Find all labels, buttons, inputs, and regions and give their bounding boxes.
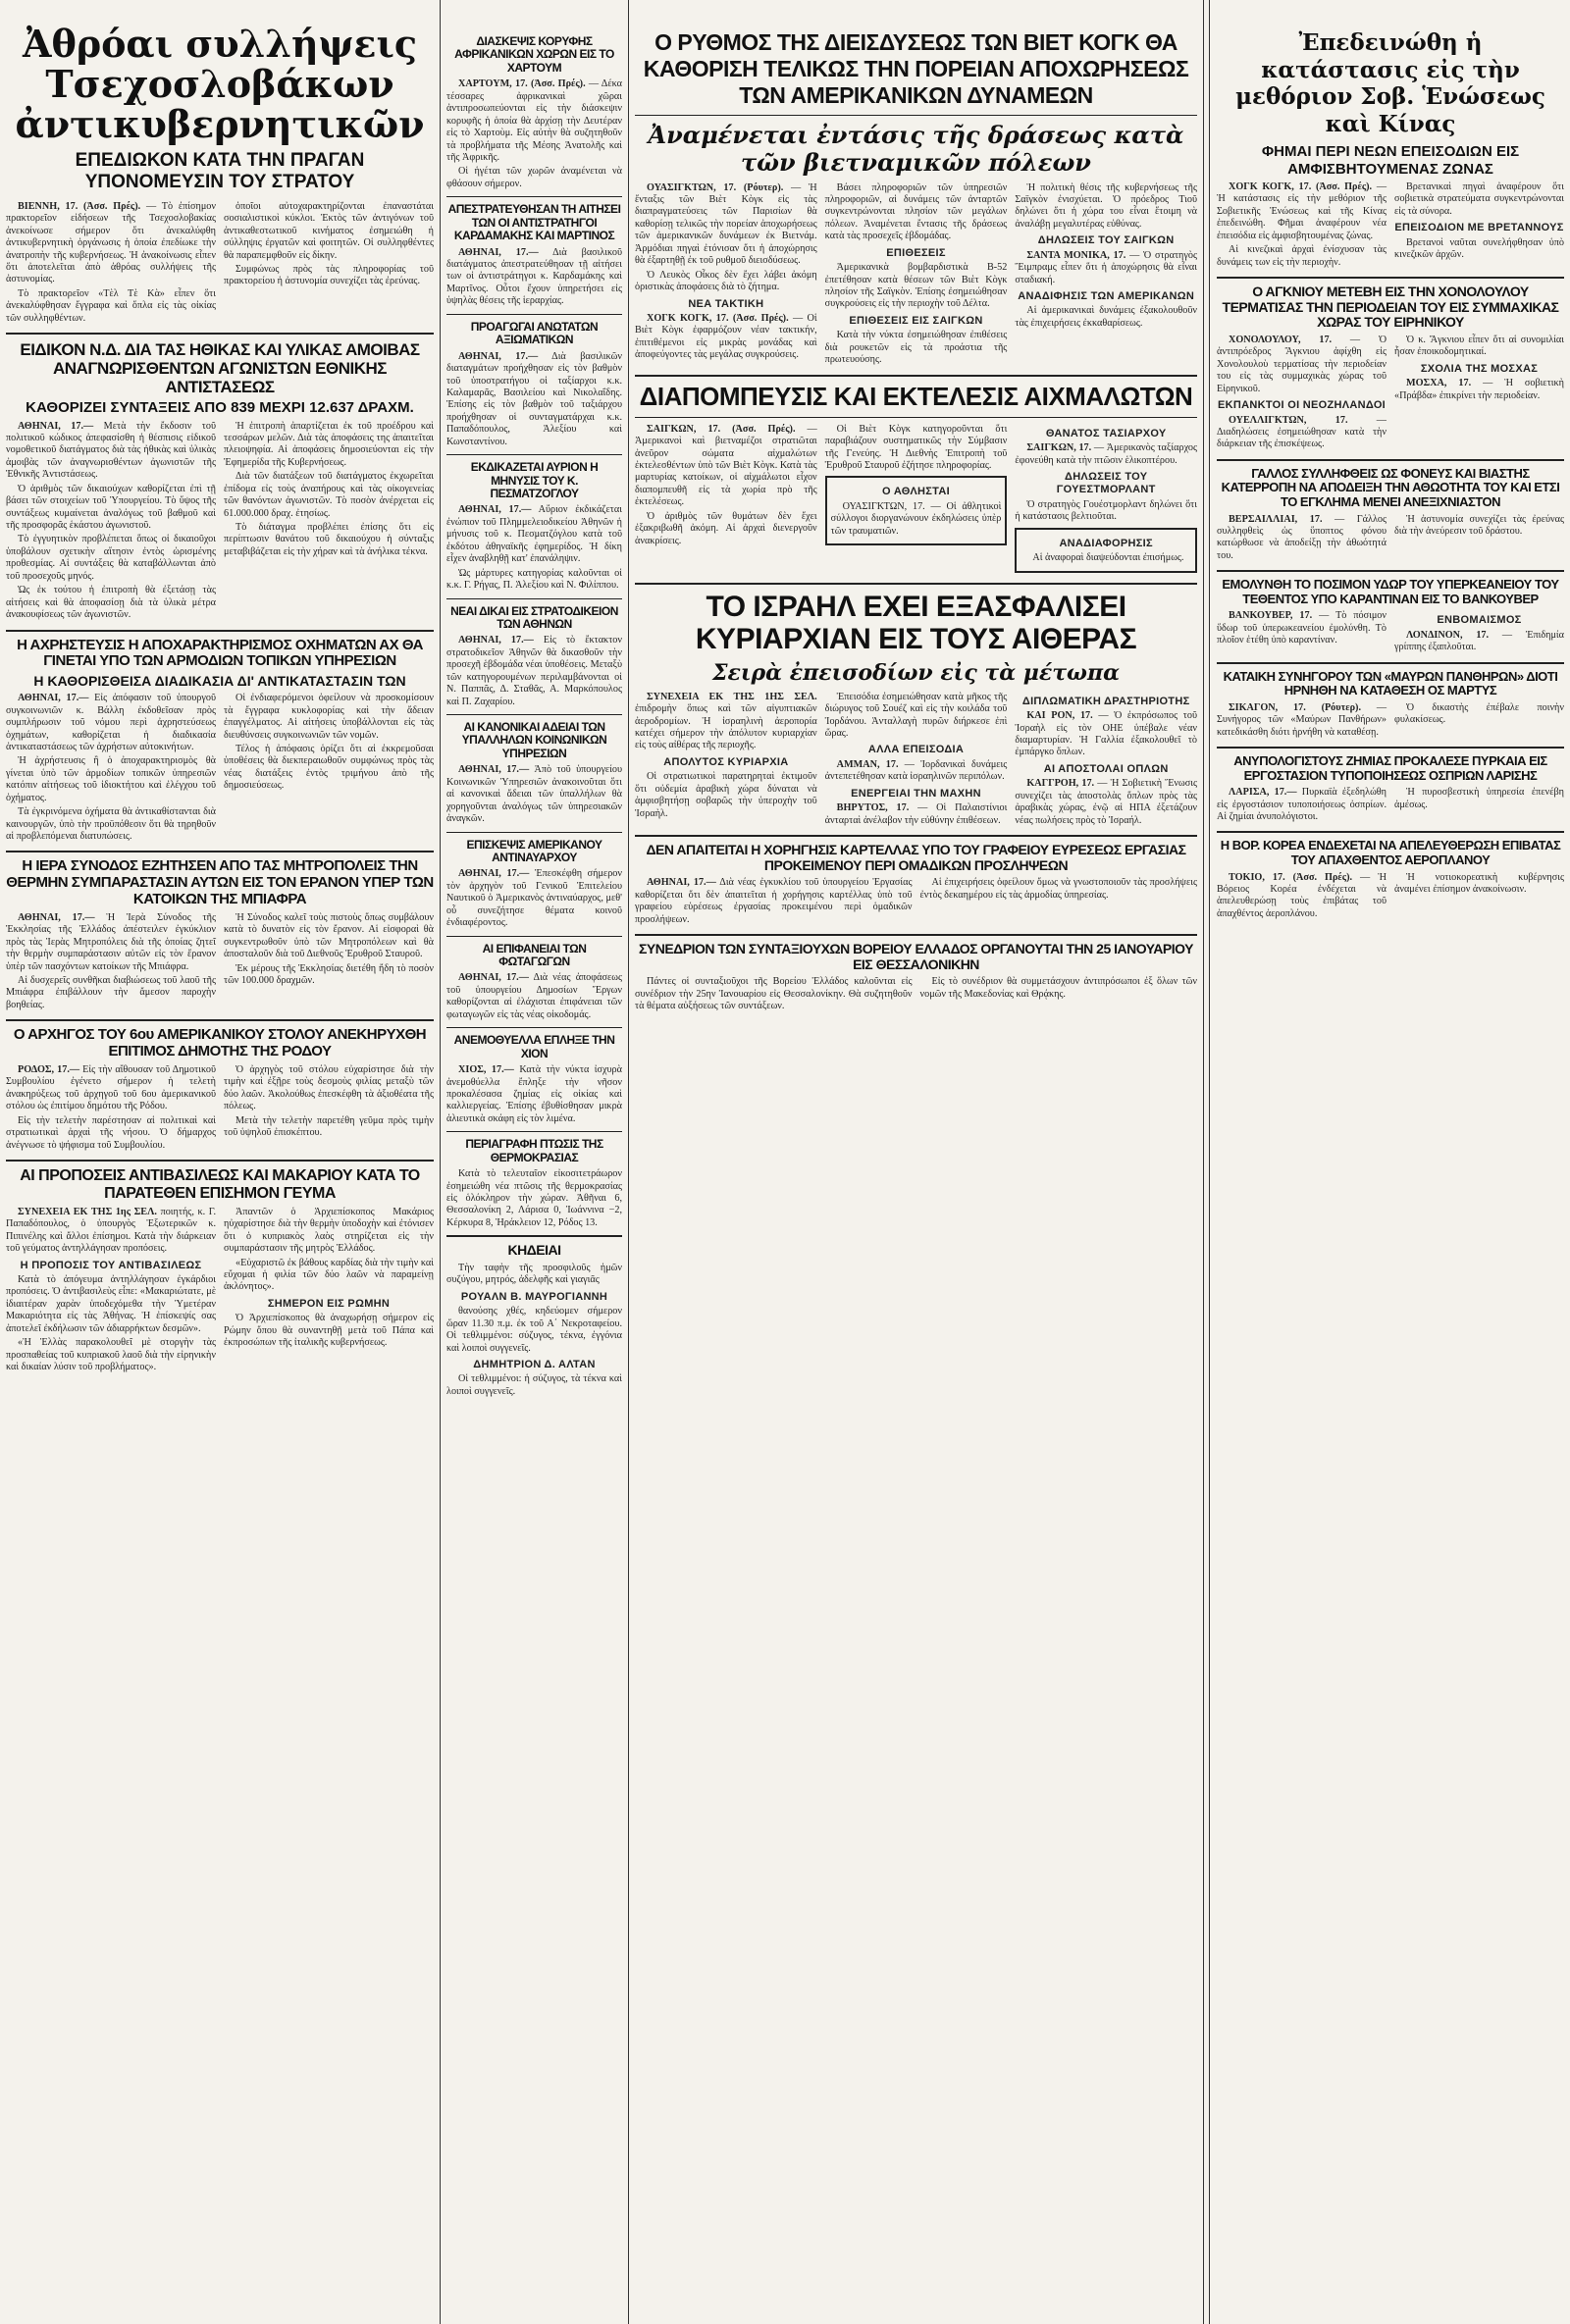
article-arrests: Ἀθρόαι συλλήψεις Τσεχοσλοβάκων ἀντικυβερνητικῶν ΕΠΕΔΙΩΚΟΝ ΚΑΤΑ ΤΗΝ ΠΡΑΓΑΝ ΥΠΟΝΟΜΕΥΣΙΝ ΤΟΥ ΣΤΡΑΤΟΥ ΒΙΕΝΝΗ, 17. (Ἀσσ. Πρές). — Τὸ ἐπίσημον πρακτορεῖον εἰδήσεων τῆς Τσεχοσλοβακίας ἀνεκοίνωσε σήμερον ὅτι ἀνεκαλύφθη ἀντικυβερνητικὴ ὀργάνωσις ἡ ὁποία ἐπεδίωκε τὴν ἀνατροπὴν τῆς κυβερνήσεως. Ἡ ἀνακοίνωσις εἶπεν ὅτι ἀποτελεῖται ἀπὸ ἀθρόας συλλήψεις τῆς ἀστυνομίας. Τὸ πρακτορεῖον «Τὲλ Τὲ Κὰ» εἶπεν ὅτι ἀνεκαλύφθησαν ἔγγραφα καὶ ὅπλα εἰς τὰς οἰκίας τῶν συλληφθέντων. ὁποῖοι αὐτοχαρακτηρίζονται ἐπαναστάται σοσιαλιστικοὶ κύκλοι. Ἐκτὸς τῶν ἀντιγόνων τοῦ ἀντικαθεστωτικοῦ κινήματος ἐσημειώθη ἡ σύλληψις ἐργατῶν καὶ φοιτητῶν. Οἱ συλληφθέντες θὰ παραπεμφθοῦν εἰς δίκην. Συμφώνως πρὸς τὰς πληροφορίας τοῦ πρακτορείου ἡ ἀστυνομία συνεχίζει τὰς ἐρεύνας. xyxy=(6,22,434,324)
headline: ΔΙΑΠΟΜΠΕΥΣΙΣ ΚΑΙ ΕΚΤΕΛΕΣΙΣ ΑΙΧΜΑΛΩΤΩΝ xyxy=(639,381,1193,411)
section-heading: ΘΑΝΑΤΟΣ ΤΑΣΙΑΡΧΟΥ xyxy=(1045,427,1167,439)
headline: ΑΙ ΕΠΙΦΑΝΕΙΑΙ ΤΩΝ ΦΩΤΑΓΩΓΩΝ xyxy=(482,941,587,968)
section-heading: ΕΝΕΡΓΕΙΑΙ ΤΗΝ ΜΑΧΗΝ xyxy=(851,787,981,800)
subhead: Η ΚΑΘΟΡΙΣΘΕΙΣΑ ΔΙΑΔΙΚΑΣΙΑ ΔΙ' ΑΝΤΙΚΑΤΑΣΤΑΣΙΝ ΤΩΝ xyxy=(33,673,406,690)
column-3 xyxy=(629,0,1203,2324)
headline: Ἀθρόαι συλλήψεις Τσεχοσλοβάκων ἀντικυβερνητικῶν xyxy=(15,22,425,147)
article-vehicles: Η ΑΧΡΗΣΤΕΥΣΙΣ Η ΑΠΟΧΑΡΑΚΤΗΡΙΣΜΟΣ ΟΧΗΜΑΤΩΝ ΑΧ ΘΑ ΓΙΝΕΤΑΙ ΥΠΟ ΤΩΝ ΑΡΜΟΔΙΩΝ ΤΟΠΙΚΩΝ ΥΠΗΡΕΣΙΩΝ Η ΚΑΘΟΡΙΣΘΕΙΣΑ ΔΙΑΔΙΚΑΣΙΑ ΔΙ' ΑΝΤΙΚΑΤΑΣΤΑΣΙΝ ΤΩΝ ΑΘΗΝΑΙ, 17.— Εἰς ἀπόφασιν τοῦ ὑπουργοῦ συγκοινωνιῶν κ. Βάλλη ἐκδοθεῖσαν πρὸς συμπλήρωσιν τοῦ νόμου περὶ ἀχρηστεύσεως ὀχημάτων, καθορίζεται ἡ διαδικασία ἀντικαταστάσεως τῶν ἀχρήστων αὐτοκινήτων. Ἡ ἀχρήστευσις ἢ ὁ ἀποχαρακτηρισμὸς θὰ γίνεται ὑπὸ τῶν ἁρμοδίων τοπικῶν ὑπηρεσιῶν κατόπιν αἰτήσεως τοῦ ἰδιοκτήτου καὶ ἐλέγχου τοῦ ὀχήματος. Τὰ ἐγκρινόμενα ὀχήματα θὰ ἀντικαθίστανται διὰ καινουργῶν, ὑπὸ τὴν προϋπόθεσιν ὅτι θὰ τηρηθοῦν αἱ προβλεπόμεναι διατυπώσεις. Οἱ ἐνδιαφερόμενοι ὀφείλουν νὰ προσκομίσουν τὰ ἔγγραφα κυκλοφορίας καὶ τὴν ἄδειαν ἐπαγγέλματος. Αἱ αἰτήσεις ὑποβάλλονται εἰς τὰς διευθύνσεις συγκοινωνιῶν τῶν νομῶν. Τέλος ἡ ἀπόφασις ὁρίζει ὅτι αἱ ἐκκρεμοῦσαι ὑποθέσεις θὰ διεκπεραιωθοῦν συμφώνως πρὸς τὰς νέας διατάξεις ἐντὸς τριμήνου ἀπὸ τῆς δημοσιεύσεως. xyxy=(6,636,434,842)
article-vancouver: ΕΜΟΛΥΝΘΗ ΤΟ ΠΟΣΙΜΟΝ ΥΔΩΡ ΤΟΥ ΥΠΕΡΚΕΑΝΕΙΟΥ ΤΟΥ ΤΕΘΕΝΤΟΣ ΥΠΟ ΚΑΡΑΝΤΙΝΑΝ ΕΙΣ ΤΟ ΒΑΝΚΟΥΒΕΡ ΒΑΝΚΟΥΒΕΡ, 17. — Τὸ πόσιμον ὕδωρ τοῦ ὑπερωκεανείου ἐμολύνθη. Τὸ πλοῖον ἐτέθη ὑπὸ καραντίναν. ΕΝΒΟΜΑΙΣΜΟΣ ΛΟΝΔΙΝΟΝ, 17. — Ἐπιδημία γρίππης ἐξαπλοῦται. xyxy=(1217,577,1564,653)
dateline: ΑΘΗΝΑΙ, 17.— xyxy=(458,635,534,646)
article-pensioners: ΣΥΝΕΔΡΙΟΝ ΤΩΝ ΣΥΝΤΑΞΙΟΥΧΩΝ ΒΟΡΕΙΟΥ ΕΛΛΑΔΟΣ ΟΡΓΑΝΟΥΤΑΙ ΤΗΝ 25 ΙΑΝΟΥΑΡΙΟΥ ΕΙΣ ΘΕΣΣΑΛΟΝΙΚΗΝ Πάντες οἱ συνταξιοῦχοι τῆς Βορείου Ἑλλάδος καλοῦνται εἰς συνέδριον τὴν 25ην Ἰανουαρίου εἰς Θεσσαλονίκην. Θὰ συζητηθοῦν τὰ θέματα αὐξήσεως τῶν συντάξεων. Εἰς τὸ συνέδριον θὰ συμμετάσχουν ἀντιπρόσωποι ἐξ ὅλων τῶν νομῶν τῆς Μακεδονίας καὶ Θρᾴκης. xyxy=(635,941,1197,1012)
column-1 xyxy=(0,0,440,2324)
article-synod: Η ΙΕΡΑ ΣΥΝΟΔΟΣ ΕΖΗΤΗΣΕΝ ΑΠΟ ΤΑΣ ΜΗΤΡΟΠΟΛΕΙΣ ΤΗΝ ΘΕΡΜΗΝ ΣΥΜΠΑΡΑΣΤΑΣΙΝ ΑΥΤΩΝ ΕΙΣ ΤΟΝ ΕΡΑΝΟΝ ΥΠΕΡ ΤΩΝ ΚΑΤΟΙΚΩΝ ΤΗΣ ΜΠΙΑΦΡΑ ΑΘΗΝΑΙ, 17.— Ἡ Ἱερὰ Σύνοδος τῆς Ἐκκλησίας τῆς Ἑλλάδος ἀπέστειλεν ἐγκύκλιον πρὸς τὰς Ἱερὰς Μητροπόλεις διὰ τῆς ὁποίας ζητεῖ τὴν θερμὴν συμπαράστασιν αὐτῶν εἰς τὸν ἔρανον ὑπὲρ τῶν πασχόντων κατοίκων τῆς Μπιάφρα. Αἱ δυσχερεῖς συνθῆκαι διαβιώσεως τοῦ λαοῦ τῆς Μπιάφρα ἐπιβάλλουν τὴν ἄμεσον παροχὴν βοηθείας. Ἡ Σύνοδος καλεῖ τοὺς πιστοὺς ὅπως συμβάλουν κατὰ τὸ δυνατὸν εἰς τὸν ἔρανον. Αἱ εἰσφοραὶ θὰ συγκεντρωθοῦν ὑπὸ τῶν Μητροπόλεων καὶ θὰ ἀποσταλοῦν διὰ τοῦ Διεθνοῦς Ἐρυθροῦ Σταυροῦ. Ἐκ μέρους τῆς Ἐκκλησίας διετέθη ἤδη τὸ ποσὸν τῶν 100.000 δραχμῶν. xyxy=(6,857,434,1010)
headline: ΤΟ ΙΣΡΑΗΛ ΕΧΕΙ ΕΞΑΣΦΑΛΙΣΕΙ ΚΥΡΙΑΡΧΙΑΝ ΕΙΣ ΤΟΥΣ ΑΙΘΕΡΑΣ xyxy=(695,590,1137,656)
article-north-korea: Η ΒΟΡ. ΚΟΡΕΑ ΕΝΔΕΧΕΤΑΙ ΝΑ ΑΠΕΛΕΥΘΕΡΩΣΗ ΕΠΙΒΑΤΑΣ ΤΟΥ ΑΠΑΧΘΕΝΤΟΣ ΑΕΡΟΠΛΑΝΟΥ ΤΟΚΙΟ, 17. (Ἀσσ. Πρές). — Ἡ Βόρειος Κορέα ἐνδέχεται νὰ ἀπελευθερώσῃ τοὺς ἐπιβάτας τοῦ ἀπαχθέντος ἀεροπλάνου. Ἡ νοτιοκορεατικὴ κυβέρνησις ἀναμένει ἐπίσημον ἀνακοίνωσιν. xyxy=(1217,838,1564,919)
continuation-label: ΣΥΝΕΧΕΙΑ ΕΚ ΤΗΣ 1ΗΣ ΣΕΛ. xyxy=(647,691,817,702)
dateline: ΑΘΗΝΑΙ, 17.— xyxy=(18,420,94,432)
article-vietcong: Ο ΡΥΘΜΟΣ ΤΗΣ ΔΙΕΙΣΔΥΣΕΩΣ ΤΩΝ ΒΙΕΤ ΚΟΓΚ ΘΑ ΚΑΘΟΡΙΣΗ ΤΕΛΙΚΩΣ ΤΗΝ ΠΟΡΕΙΑΝ ΑΠΟΧΩΡΗΣΕΩΣ ΤΩΝ ΑΜΕΡΙΚΑΝΙΚΩΝ ΔΥΝΑΜΕΩΝ Ἀναμένεται ἐντάσις τῆς δράσεως κατὰ τῶν βιετναμικῶν πόλεων ΟΥΑΣΙΓΚΤΩΝ, 17. (Ρόυτερ). — Ἡ ἔνταξις τῶν Βιὲτ Κὸγκ εἰς τὰς διαπραγματεύσεις τῶν Παρισίων θὰ καθορίσῃ τελικῶς τὴν πορείαν ἀποχωρήσεως τῶν ἀμερικανικῶν δυνάμεων ἐκ Βιετνάμ. Ἀρμόδιαι πηγαὶ ἐτόνισαν ὅτι ἡ ἀποχώρησις θὰ ἐξαρτηθῇ ἐκ τοῦ ρυθμοῦ διεισδύσεως. Ὁ Λευκὸς Οἶκος δὲν ἔχει λάβει ἀκόμη ὁριστικὰς ἀποφάσεις διὰ τὸ ζήτημα. ΝΕΑ ΤΑΚΤΙΚΗ ΧΟΓΚ ΚΟΓΚ, 17. (Ἀσσ. Πρές). — Οἱ Βιὲτ Κὸγκ ἐφαρμόζουν νέαν τακτικήν, ἐπιτιθέμενοι εἰς μικρὰς μονάδας καὶ ἀποφεύγοντες τὰς μεγάλας συγκρούσεις. Βάσει πληροφοριῶν τῶν ὑπηρεσιῶν πληροφοριῶν, αἱ δυνάμεις τῶν ἀνταρτῶν συγκεντρώνονται πλησίον τῶν μεγάλων πόλεων. Ἀναμένεται ἔντασις τῆς δράσεως κατὰ τὰς προσεχεῖς ἑβδομάδας. ΕΠΙΘΕΣΕΙΣ Ἀμερικανικὰ βομβαρδιστικὰ Β-52 ἐπετέθησαν κατὰ θέσεων τῶν Βιὲτ Κὸγκ πλησίον τῆς Σαϊγκὸν. Ἐπίσης ἐσημειώθησαν συγκρούσεις εἰς τὴν περιοχὴν τοῦ Δέλτα. ΕΠΙΘΕΣΕΙΣ ΕΙΣ ΣΑΙΓΚΩΝ Κατὰ τὴν νύκτα ἐσημειώθησαν ἐπιθέσεις διὰ ρουκετῶν εἰς τὰ προάστια τῆς πρωτευούσης. Ἡ πολιτικὴ θέσις τῆς κυβερνήσεως τῆς Σαϊγκὸν ἐνισχύεται. Ὁ πρόεδρος Τιοῦ δηλώνει ὅτι ἡ χώρα του εἶναι ἕτοιμη νὰ ἀναλάβῃ μεγαλυτέρας εὐθύνας. ΔΗΛΩΣΕΙΣ ΤΟΥ ΣΑΙΓΚΩΝ ΣΑΝΤΑ ΜΟΝΙΚΑ, 17. — Ὁ στρατηγὸς Ἔιμπραμς εἶπεν ὅτι ἡ ἀποχώρησις θὰ εἶναι σταδιακή. ΑΝΑΔΙΦΗΣΙΣ ΤΩΝ ΑΜΕΡΙΚΑΝΩΝ Αἱ ἀμερικανικαὶ δυνάμεις ἐξακολουθοῦν τὰς ἐπιχειρήσεις ἐκκαθαρίσεως. xyxy=(635,29,1198,366)
dateline: ΑΘΗΝΑΙ, 17.— xyxy=(458,868,530,880)
headline: ΑΙ ΚΑΝΟΝΙΚΑΙ ΑΔΕΙΑΙ ΤΩΝ ΥΠΑΛΛΗΛΩΝ ΚΟΙΝΩΝΙΚΩΝ ΥΠΗΡΕΣΙΩΝ xyxy=(461,720,607,760)
headline: ΑΠΕΣΤΡΑΤΕΥΘΗΣΑΝ ΤΗ ΑΙΤΗΣΕΙ ΤΩΝ ΟΙ ΑΝΤΙΣΤΡΑΤΗΓΟΙ ΚΑΡΔΑΜΑΚΗΣ ΚΑΙ ΜΑΡΤΙΝΟΣ xyxy=(447,202,621,243)
section-heading: ΑΠΟΛΥΤΟΣ ΚΥΡΙΑΡΧΙΑ xyxy=(663,755,789,768)
deck: Σειρὰ ἐπεισοδίων εἰς τὰ μέτωπα xyxy=(711,659,1121,686)
article-sixth-fleet: Ο ΑΡΧΗΓΟΣ ΤΟΥ 6ου ΑΜΕΡΙΚΑΝΙΚΟΥ ΣΤΟΛΟΥ ΑΝΕΚΗΡΥΧΘΗ ΕΠΙΤΙΜΟΣ ΔΗΜΟΤΗΣ ΤΗΣ ΡΟΔΟΥ ΡΟΔΟΣ, 17.— Εἰς τὴν αἴθουσαν τοῦ Δημοτικοῦ Συμβουλίου ἐγένετο σήμερον ἡ τελετὴ ἀνακηρύξεως τοῦ ἀρχηγοῦ τοῦ 6ου ἀμερικανικοῦ στόλου ὡς ἐπιτίμου δημότου τῆς Ρόδου. Εἰς τὴν τελετὴν παρέστησαν αἱ πολιτικαὶ καὶ στρατιωτικαὶ ἀρχαὶ τῆς νήσου. Ὁ δήμαρχος ἀνέγνωσε τὸ ψήφισμα τοῦ Συμβουλίου. Ὁ ἀρχηγὸς τοῦ στόλου εὐχαρίστησε διὰ τὴν τιμὴν καὶ ἐξῇρε τοὺς δεσμοὺς φιλίας μεταξὺ τῶν δύο λαῶν. Ἀκολούθως ἐπεσκέφθη τὰ ἀξιοθέατα τῆς πόλεως. Μετὰ τὴν τελετὴν παρετέθη γεῦμα πρὸς τιμὴν τοῦ ὑψηλοῦ ἐπισκέπτου. xyxy=(6,1026,434,1151)
dateline: ΧΟΝΟΛΟΥΛΟΥ, 17. xyxy=(1229,334,1333,345)
dateline: ΧΙΟΣ, 17.— xyxy=(458,1064,514,1076)
headline: ΔΙΑΣΚΕΨΙΣ ΚΟΡΥΦΗΣ ΑΦΡΙΚΑΝΙΚΩΝ ΧΩΡΩΝ ΕΙΣ ΤΟ ΧΑΡΤΟΥΜ xyxy=(454,34,614,75)
section-heading: ΕΝΒΟΜΑΙΣΜΟΣ xyxy=(1437,614,1522,627)
dateline: ΒΙΕΝΝΗ, 17. (Ἀσσ. Πρές). xyxy=(18,200,141,212)
section-heading: ΑΝΑΔΙΦΗΣΙΣ ΤΩΝ ΑΜΕΡΙΚΑΝΩΝ xyxy=(1018,290,1195,303)
section-heading: ΑΛΛΑ ΕΠΕΙΣΟΔΙΑ xyxy=(867,744,965,756)
dateline: ΑΘΗΝΑΙ, 17.— xyxy=(458,350,539,362)
section-heading: ΔΙΠΛΩΜΑΤΙΚΗ ΔΡΑΣΤΗΡΙΟΤΗΣ xyxy=(1021,695,1190,707)
headline: ΕΜΟΛΥΝΘΗ ΤΟ ΠΟΣΙΜΟΝ ΥΔΩΡ ΤΟΥ ΥΠΕΡΚΕΑΝΕΙΟΥ ΤΟΥ ΤΕΘΕΝΤΟΣ ΥΠΟ ΚΑΡΑΝΤΙΝΑΝ ΕΙΣ ΤΟ ΒΑΝΚΟΥΒΕΡ xyxy=(1222,577,1559,606)
headline: ΕΚΔΙΚΑΖΕΤΑΙ ΑΥΡΙΟΝ Η ΜΗΝΥΣΙΣ ΤΟΥ Κ. ΠΕΣΜΑΤΖΟΓΛΟΥ xyxy=(470,460,599,500)
dateline: ΑΘΗΝΑΙ, 17.— xyxy=(458,246,539,258)
subhead: ΕΠΕΔΙΩΚΟΝ ΚΑΤΑ ΤΗΝ ΠΡΑΓΑΝ ΥΠΟΝΟΜΕΥΣΙΝ ΤΟΥ ΣΤΡΑΤΟΥ xyxy=(75,150,365,192)
dateline: ΧΟΓΚ ΚΟΓΚ, 17. (Ἀσσ. Πρές). xyxy=(1229,181,1373,192)
dateline: ΧΑΡΤΟΥΜ, 17. (Ἀσσ. Πρές). xyxy=(458,78,586,90)
headline: ΠΡΟΑΓΩΓΑΙ ΑΝΩΤΑΤΩΝ ΑΞΙΩΜΑΤΙΚΩΝ xyxy=(470,319,599,347)
deceased-name: ΡΟΥΑΛΝ Β. ΜΑΥΡΟΓΙΑΝΝΗ xyxy=(460,1290,608,1303)
article-prisoners: ΔΙΑΠΟΜΠΕΥΣΙΣ ΚΑΙ ΕΚΤΕΛΕΣΙΣ ΑΙΧΜΑΛΩΤΩΝ ΣΑΙΓΚΩΝ, 17. (Ἀσσ. Πρές). — Ἀμερικανοὶ καὶ βιετναμέζοι στρατιῶται ἀνεῦρον σώματα αἰχμαλώτων ἐκτελεσθέντων ὑπὸ τῶν Βιὲτ Κὸγκ. Κατὰ τὰς μαρτυρίας κατοίκων, οἱ αἰχμάλωτοι εἶχον διαπομπευθῆ εἰς τὰ χωρία πρὸ τῆς ἐκτελέσεως. Ὁ ἀριθμὸς τῶν θυμάτων δὲν ἔχει ἐξακριβωθῆ ἀκόμη. Αἱ ἀρχαὶ διενεργοῦν ἀνακρίσεις. Οἱ Βιὲτ Κὸγκ κατηγοροῦνται ὅτι παραβιάζουν συστηματικῶς τὴν Σύμβασιν τῆς Γενεύης. Ἡ Διεθνὴς Ἐπιτροπὴ τοῦ Ἐρυθροῦ Σταυροῦ ἐζήτησε πληροφορίας. Ο ΑΘΛΗΣΤΑΙ ΟΥΑΣΙΓΚΤΩΝ, 17. — Οἱ ἀθλητικοὶ σύλλογοι διοργανώνουν ἐκδηλώσεις ὑπὲρ τῶν τραυματιῶν. ΘΑΝΑΤΟΣ ΤΑΣΙΑΡΧΟΥ ΣΑΙΓΚΩΝ, 17. — Ἀμερικανὸς ταξίαρχος ἐφονεύθη κατὰ τὴν πτῶσιν ἑλικοπτέρου. ΔΗΛΩΣΕΙΣ ΤΟΥ ΓΟΥΕΣΤΜΟΡΛΑΝΤ Ὁ στρατηγὸς Γουέστμορλαντ δηλώνει ὅτι ἡ κατάστασις βελτιοῦται. ΑΝΑΔΙΑΦΟΡΗΣΙΣ Αἱ ἀναφοραὶ διαψεύδονται ἐπισήμως. xyxy=(635,383,1197,577)
section-heading: ΕΠΙΘΕΣΕΙΣ ΕΙΣ ΣΑΙΓΚΩΝ xyxy=(849,314,983,327)
headline: ΠΕΡΙΑΓΡΑΦΗ ΠΤΩΣΙΣ ΤΗΣ ΘΕΡΜΟΚΡΑΣΙΑΣ xyxy=(465,1137,603,1164)
section-heading: ΕΠΙΘΕΣΕΙΣ xyxy=(886,246,946,259)
headline: ΑΝΕΜΟΘΥΕΛΛΑ ΕΠΛΗΞΕ ΤΗΝ ΧΙΟΝ xyxy=(453,1033,615,1060)
dateline: ΟΥΑΣΙΓΚΤΩΝ, 17. (Ρόυτερ). xyxy=(647,181,784,193)
headline: ΔΕΝ ΑΠΑΙΤΕΙΤΑΙ Η ΧΟΡΗΓΗΣΙΣ ΚΑΡΤΕΛΛΑΣ ΥΠΟ ΤΟΥ ΓΡΑΦΕΙΟΥ ΕΥΡΕΣΕΩΣ ΕΡΓΑΣΙΑΣ ΠΡΟΚΕΙΜΕΝΟΥ ΠΕΡΙ ΟΜΑΔΙΚΩΝ ΠΡΟΣΛΗΨΕΩΝ xyxy=(646,842,1186,873)
dateline: ΑΘΗΝΑΙ, 17.— xyxy=(458,764,530,776)
headline: Η ΒΟΡ. ΚΟΡΕΑ ΕΝΔΕΧΕΤΑΙ ΝΑ ΑΠΕΛΕΥΘΕΡΩΣΗ ΕΠΙΒΑΤΑΣ ΤΟΥ ΑΠΑΧΘΕΝΤΟΣ ΑΕΡΟΠΛΑΝΟΥ xyxy=(1220,838,1561,867)
dateline: ΑΘΗΝΑΙ, 17.— xyxy=(458,972,529,984)
dateline: ΧΟΓΚ ΚΟΓΚ, 17. (Ἀσσ. Πρές). xyxy=(647,312,789,324)
subhead: ΦΗΜΑΙ ΠΕΡΙ ΝΕΩΝ ΕΠΕΙΣΟΔΙΩΝ ΕΙΣ ΑΜΦΙΣΒΗΤΟΥΜΕΝΑΣ ΖΩΝΑΣ xyxy=(1261,143,1520,178)
dateline: ΒΑΝΚΟΥΒΕΡ, 17. xyxy=(1229,610,1313,622)
article-temperature: ΠΕΡΙΑΓΡΑΦΗ ΠΤΩΣΙΣ ΤΗΣ ΘΕΡΜΟΚΡΑΣΙΑΣ Κατὰ τὸ τελευταῖον εἰκοσιτετράωρον ἐσημειώθη νέα πτῶσις τῆς θερμοκρασίας εἰς ὁλόκληρον τὴν χώραν. Ἀθῆναι 6, Θεσσαλονίκη 2, Λάρισα 0, Ἰωάννινα −2, Κέρκυρα 8, Ἡράκλειον 12, Ρόδος 13. xyxy=(446,1137,622,1228)
headline: Ἐπεδεινώθη ἡ κατάστασις εἰς τὴν μεθόριον Σοβ. Ἑνώσεως καὶ Κίνας xyxy=(1235,29,1545,137)
dateline: ΒΕΡΣΑΙΛΛΙΑΙ, 17. xyxy=(1229,513,1323,525)
dateline: ΣΑΙΓΚΩΝ, 17. (Ἀσσ. Πρές). xyxy=(647,423,796,435)
column-2 xyxy=(441,0,628,2324)
article-panthers: ΚΑΤΑΙΚΗ ΣΥΝΗΓΟΡΟΥ ΤΩΝ «ΜΑΥΡΩΝ ΠΑΝΘΗΡΩΝ» ΔΙΟΤΙ ΗΡΝΗΘΗ ΝΑ ΚΑΤΑΘΕΣΗ ΟΣ ΜΑΡΤΥΣ ΣΙΚΑΓΟΝ, 17. (Ρόυτερ). — Συνήγορος τῶν «Μαύρων Πανθήρων» κατεδικάσθη διότι ἠρνήθη νὰ καταθέσῃ. Ὁ δικαστὴς ἐπέβαλε ποινὴν φυλακίσεως. xyxy=(1217,668,1564,738)
section-heading: ΕΠΕΙΣΟΔΙΟΝ ΜΕ ΒΡΕΤΑΝΝΟΥΣ xyxy=(1394,222,1564,234)
dateline: ΑΘΗΝΑΙ, 17.— xyxy=(18,911,95,923)
article-lawsuit: ΕΚΔΙΚΑΖΕΤΑΙ ΑΥΡΙΟΝ Η ΜΗΝΥΣΙΣ ΤΟΥ Κ. ΠΕΣΜΑΤΖΟΓΛΟΥ ΑΘΗΝΑΙ, 17.— Αὔριον ἐκδικάζεται ἐνώπιον τοῦ Πλημμελειοδικείου Ἀθηνῶν ἡ μήνυσις τοῦ κ. Πεσματζόγλου κατὰ τοῦ ἐκδότου ἀθηναϊκῆς ἐφημερίδος. Ἡ δίκη εἶχεν ἀναβληθῇ κατ' ἐπανάληψιν. Ὡς μάρτυρες κατηγορίας καλοῦνται οἱ κ.κ. Γ. Ρήγας, Π. Ἀλεξίου καὶ Ν. Φιλίππου. xyxy=(446,460,622,592)
section-heading: Η ΠΡΟΠΟΣΙΣ ΤΟΥ ΑΝΤΙΒΑΣΙΛΕΩΣ xyxy=(20,1259,202,1271)
section-heading: ΔΗΛΩΣΕΙΣ ΤΟΥ ΓΟΥΕΣΤΜΟΡΛΑΝΤ xyxy=(1056,471,1156,496)
dateline: ΡΟΔΟΣ, 17.— xyxy=(18,1063,80,1075)
headline: ΓΑΛΛΟΣ ΣΥΛΛΗΦΘΕΙΣ ΩΣ ΦΟΝΕΥΣ ΚΑΙ ΒΙΑΣΤΗΣ ΚΑΤΕΡΡΟΠΗ ΝΑ ΑΠΟΔΕΙΞΗ ΤΗΝ ΑΘΩΟΤΗΤΑ ΤΟΥ ΚΑΙ ΕΤΣΙ ΤΟ ΕΓΚΛΗΜΑ ΜΕΝΕΙ ΑΝΕΞΙΧΝΙΑΣΤΟΝ xyxy=(1221,465,1560,509)
headline: ΣΥΝΕΔΡΙΟΝ ΤΩΝ ΣΥΝΤΑΞΙΟΥΧΩΝ ΒΟΡΕΙΟΥ ΕΛΛΑΔΟΣ ΟΡΓΑΝΟΥΤΑΙ ΤΗΝ 25 ΙΑΝΟΥΑΡΙΟΥ ΕΙΣ ΘΕΣΣΑΛΟΝΙΚΗΝ xyxy=(638,941,1193,972)
article-chios: ΑΝΕΜΟΘΥΕΛΛΑ ΕΠΛΗΞΕ ΤΗΝ ΧΙΟΝ ΧΙΟΣ, 17.— Κατὰ τὴν νύκτα ἰσχυρὰ ἀνεμοθύελλα ἔπληξε τὴν νῆσον προκαλέσασα ζημίας εἰς οἰκίας καὶ καλλιεργείας. Ἐπίσης ἐβυθίσθησαν μικρὰ ἁλιευτικὰ σκάφη εἰς τὸν λιμένα. xyxy=(446,1033,622,1124)
headline: ΑΙ ΠΡΟΠΟΣΕΙΣ ΑΝΤΙΒΑΣΙΛΕΩΣ ΚΑΙ ΜΑΚΑΡΙΟΥ ΚΑΤΑ ΤΟ ΠΑΡΑΤΕΘΕΝ ΕΠΙΣΗΜΟΝ ΓΕΥΜΑ xyxy=(20,1166,420,1202)
column-rule xyxy=(1203,0,1204,2324)
headline: ΑΝΥΠΟΛΟΓΙΣΤΟΥΣ ΖΗΜΙΑΣ ΠΡΟΚΑΛΕΣΕ ΠΥΡΚΑΙΑ ΕΙΣ ΕΡΓΟΣΤΑΣΙΟΝ ΤΥΠΟΠΟΙΗΣΕΩΣ ΟΣΠΡΙΩΝ ΛΑΡΙΣΗΣ xyxy=(1233,753,1547,783)
article-admiral: ΕΠΙΣΚΕΨΙΣ ΑΜΕΡΙΚΑΝΟΥ ΑΝΤΙΝΑΥΑΡΧΟΥ ΑΘΗΝΑΙ, 17.— Ἐπεσκέφθη σήμερον τὸν ἀρχηγὸν τοῦ Γενικοῦ Ἐπιτελείου Ναυτικοῦ ὁ Ἀμερικανὸς ἀντιναύαρχος, μεθ' οὗ συνεζήτησε θέματα κοινοῦ ἐνδιαφέροντος. xyxy=(446,837,622,929)
dateline: ΛΑΡΙΣΑ, 17.— xyxy=(1229,787,1297,799)
article-resistance-pensions: ΕΙΔΙΚΟΝ Ν.Δ. ΔΙΑ ΤΑΣ ΗΘΙΚΑΣ ΚΑΙ ΥΛΙΚΑΣ ΑΜΟΙΒΑΣ ΑΝΑΓΝΩΡΙΣΘΕΝΤΩΝ ΑΓΩΝΙΣΤΩΝ ΕΘΝΙΚΗΣ ΑΝΤΙΣΤΑΣΕΩΣ ΚΑΘΟΡΙΖΕΙ ΣΥΝΤΑΞΕΙΣ ΑΠΟ 839 ΜΕΧΡΙ 12.637 ΔΡΑΧΜ. ΑΘΗΝΑΙ, 17.— Μετὰ τὴν ἔκδοσιν τοῦ πολιτικοῦ κώδικος ἀπεφασίσθη ἡ θέσπισις εἰδικοῦ νομοθετικοῦ διατάγματος διὰ τὰς ἠθικὰς καὶ ὑλικὰς ἀμοιβὰς τῶν ἀναγνωρισθέντων ἀγωνιστῶν τῆς Ἐθνικῆς Ἀντιστάσεως. Ὁ ἀριθμὸς τῶν δικαιούχων καθορίζεται ἐπὶ τῇ βάσει τῶν στοιχείων τοῦ Ὑπουργείου. Τὸ ὕψος τῆς συντάξεως κυμαίνεται ἀναλόγως τοῦ βαθμοῦ καὶ τῆς προσφορᾶς ἑκάστου ἀγωνιστοῦ. Τὸ ἐγγυητικὸν προβλέπεται ὅπως οἱ δικαιοῦχοι ὑποβάλουν σχετικὴν αἴτησιν ἐντὸς ὡρισμένης προθεσμίας. Αἱ συντάξεις θὰ καταβάλλωνται ἀπὸ τοῦ προσεχοῦς μηνός. Ὡς ἐκ τούτου ἡ ἐπιτροπὴ θὰ ἐξετάσῃ τὰς αἰτήσεις καὶ θὰ ἀποφασίσῃ διὰ τὰ ὑλικὰ μέτρα ἀνακουφίσεως τῶν ἀγωνιστῶν. Ἡ ἐπιτροπὴ ἀπαρτίζεται ἐκ τοῦ προέδρου καὶ τεσσάρων μελῶν. Διὰ τὰς ἀποφάσεις της ἀπαιτεῖται πλειοψηφία. Αἱ ἀποφάσεις δημοσιεύονται εἰς τὴν Ἐφημερίδα τῆς Κυβερνήσεως. Διὰ τῶν διατάξεων τοῦ διατάγματος ἐκχωρεῖται ἐπίδομα εἰς τοὺς ἀναπήρους καὶ τὰς οἰκογενείας τῶν θανόντων ἀγωνιστῶν. Τὸ ποσὸν ἀνέρχεται εἰς 61.000.000 δραχ. ἐτησίως. Τὸ διάταγμα προβλέπει ἐπίσης ὅτι εἰς περίπτωσιν θανάτου τοῦ δικαιούχου ἡ σύνταξις μεταβιβάζεται εἰς τὴν χήραν καὶ τὰ ἀνήλικα τέκνα. xyxy=(6,340,434,621)
dateline: ΤΟΚΙΟ, 17. (Ἀσσ. Πρές). xyxy=(1229,871,1353,883)
headline: ΝΕΑΙ ΔΙΚΑΙ ΕΙΣ ΣΤΡΑΤΟΔΙΚΕΙΟΝ ΤΩΝ ΑΘΗΝΩΝ xyxy=(450,603,618,631)
continuation-label: ΣΥΝΕΧΕΙΑ ΕΚ ΤΗΣ 1ης ΣΕΛ. xyxy=(18,1206,157,1217)
article-funerals: ΚΗΔΕΙΑΙ Τὴν ταφὴν τῆς προσφιλοῦς ἡμῶν συζύγου, μητρός, ἀδελφῆς καὶ γιαγιᾶς ΡΟΥΑΛΝ Β. ΜΑΥΡΟΓΙΑΝΝΗ θανούσης χθές, κηδεύομεν σήμερον ὥραν 11.30 π.μ. ἐκ τοῦ Α΄ Νεκροταφείου. Οἱ τεθλιμμένοι: σύζυγος, τέκνα, ἐγγόνια καὶ λοιποὶ συγγενεῖς. ΔΗΜΗΤΡΙΟΝ Δ. ΑΛΤΑΝ Οἱ τεθλιμμένοι: ἡ σύζυγος, τὰ τέκνα καὶ λοιποὶ συγγενεῖς. xyxy=(446,1242,622,1397)
article-lightwells: ΑΙ ΕΠΙΦΑΝΕΙΑΙ ΤΩΝ ΦΩΤΑΓΩΓΩΝ ΑΘΗΝΑΙ, 17.— Διὰ νέας ἀποφάσεως τοῦ ὑπουργείου Δημοσίων Ἔργων καθορίζονται αἱ ἐλάχισται ἐπιφάνειαι τῶν φωταγωγῶν εἰς τὰς νέας οἰκοδομάς. xyxy=(446,941,623,1020)
section-heading: ΝΕΑ ΤΑΚΤΙΚΗ xyxy=(688,297,764,310)
article-toasts: ΑΙ ΠΡΟΠΟΣΕΙΣ ΑΝΤΙΒΑΣΙΛΕΩΣ ΚΑΙ ΜΑΚΑΡΙΟΥ ΚΑΤΑ ΤΟ ΠΑΡΑΤΕΘΕΝ ΕΠΙΣΗΜΟΝ ΓΕΥΜΑ ΣΥΝΕΧΕΙΑ ΕΚ ΤΗΣ 1ης ΣΕΛ. ποιητής, κ. Γ. Παπαδόπουλος, ὁ ὑπουργὸς Ἐξωτερικῶν κ. Πιπινέλης καὶ ἄλλοι ἐπίσημοι. Κατὰ τὴν διάρκειαν τοῦ γεύματος ἀντηλλάγησαν προπόσεις. Η ΠΡΟΠΟΣΙΣ ΤΟΥ ΑΝΤΙΒΑΣΙΛΕΩΣ Κατὰ τὸ ἀπόγευμα ἀντηλλάγησαν ἐγκάρδιοι προπόσεις. Ὁ ἀντιβασιλεὺς εἶπε: «Μακαριώτατε, μὲ ἰδιαιτέραν χαρὰν ὑποδεχόμεθα τὴν Ὑμετέραν Μακαριότητα εἰς τὰς Ἀθήνας. Ἡ ἐπίσκεψίς σας ἀποτελεῖ ἐκδήλωσιν τῶν ἀδιαρρήκτων δεσμῶν». «Ἡ Ἑλλὰς παρακολουθεῖ μὲ στοργὴν τὰς προσπαθείας τοῦ κυπριακοῦ λαοῦ διὰ τὴν εἰρηνικὴν καὶ δικαίαν λύσιν τοῦ προβλήματος». Ἀπαντῶν ὁ Ἀρχιεπίσκοπος Μακάριος ηὐχαρίστησε διὰ τὴν θερμὴν ὑποδοχὴν καὶ ἐτόνισεν ὅτι ὁ κυπριακὸς λαὸς στηρίζεται εἰς τὴν συμπαράστασιν τῆς μητρὸς Ἑλλάδος. «Εὐχαριστῶ ἐκ βάθους καρδίας διὰ τὴν τιμὴν καὶ εὔχομαι ἡ φιλία τῶν δύο λαῶν νὰ παραμείνῃ ἀκλόνητος». ΣΗΜΕΡΟΝ ΕΙΣ ΡΩΜΗΝ Ὁ Ἀρχιεπίσκοπος θὰ ἀναχωρήσῃ σήμερον εἰς Ρώμην ὅπου θὰ συναντηθῇ μετὰ τοῦ Πάπα καὶ ἐκπροσώπων τῆς ἰταλικῆς κυβερνήσεως. xyxy=(6,1166,434,1373)
article-generals: ΑΠΕΣΤΡΑΤΕΥΘΗΣΑΝ ΤΗ ΑΙΤΗΣΕΙ ΤΩΝ ΟΙ ΑΝΤΙΣΤΡΑΤΗΓΟΙ ΚΑΡΔΑΜΑΚΗΣ ΚΑΙ ΜΑΡΤΙΝΟΣ ΑΘΗΝΑΙ, 17.— Διὰ βασιλικοῦ διατάγματος ἀπεστρατεύθησαν τῇ αἰτήσει των οἱ ἀντιστράτηγοι κ. Καρδαμάκης καὶ Μαρτῖνος. Οὗτοι ἔχουν ὑπηρετήσει εἰς ὑψηλὰς θέσεις τῆς ἱεραρχίας. xyxy=(446,202,622,307)
article-sino-soviet: Ἐπεδεινώθη ἡ κατάστασις εἰς τὴν μεθόριον Σοβ. Ἑνώσεως καὶ Κίνας ΦΗΜΑΙ ΠΕΡΙ ΝΕΩΝ ΕΠΕΙΣΟΔΙΩΝ ΕΙΣ ΑΜΦΙΣΒΗΤΟΥΜΕΝΑΣ ΖΩΝΑΣ ΧΟΓΚ ΚΟΓΚ, 17. (Ἀσσ. Πρές). — Ἡ κατάστασις εἰς τὴν μεθόριον τῆς Σοβιετικῆς Ἑνώσεως καὶ τῆς Κίνας ἐπεδεινώθη. Φῆμαι ἀναφέρουν νέα ἐπεισόδια εἰς ἀμφισβητουμένας ζώνας. Αἱ κινεζικαὶ ἀρχαὶ ἐνίσχυσαν τὰς δυνάμεις των εἰς τὴν περιοχὴν. Βρετανικαὶ πηγαὶ ἀναφέρουν ὅτι σοβιετικὰ στρατεύματα συγκεντρώνονται εἰς τὰ σύνορα. ΕΠΕΙΣΟΔΙΟΝ ΜΕ ΒΡΕΤΑΝΝΟΥΣ Βρετανοὶ ναῦται συνελήφθησαν ὑπὸ κινεζικῶν ἀρχῶν. xyxy=(1217,29,1564,268)
column-4 xyxy=(1211,0,1570,2324)
article-promotions: ΠΡΟΑΓΩΓΑΙ ΑΝΩΤΑΤΩΝ ΑΞΙΩΜΑΤΙΚΩΝ ΑΘΗΝΑΙ, 17.— Διὰ βασιλικῶν διαταγμάτων προήχθησαν εἰς τὸν βαθμὸν τοῦ ὑποστρατήγου οἱ ταξίαρχοι κ.κ. Καλαμαρᾶς, Βασιλείου καὶ Νικολαΐδης. Ἐπίσης εἰς τὸν βαθμὸν τοῦ ταξιάρχου προήχθησαν οἱ συνταγματάρχαι κ.κ. Παπαδόπουλος, Ἀλεξίου καὶ Κωνσταντίνου. xyxy=(446,319,622,447)
article-french-suspect: ΓΑΛΛΟΣ ΣΥΛΛΗΦΘΕΙΣ ΩΣ ΦΟΝΕΥΣ ΚΑΙ ΒΙΑΣΤΗΣ ΚΑΤΕΡΡΟΠΗ ΝΑ ΑΠΟΔΕΙΞΗ ΤΗΝ ΑΘΩΟΤΗΤΑ ΤΟΥ ΚΑΙ ΕΤΣΙ ΤΟ ΕΓΚΛΗΜΑ ΜΕΝΕΙ ΑΝΕΞΙΧΝΙΑΣΤΟΝ ΒΕΡΣΑΙΛΛΙΑΙ, 17. — Γάλλος συλληφθεὶς ὡς ὕποπτος φόνου κατώρθωσε νὰ ἀποδείξῃ τὴν ἀθωότητά του. Ἡ ἀστυνομία συνεχίζει τὰς ἐρεύνας διὰ τὴν ἀνεύρεσιν τοῦ δράστου. xyxy=(1217,465,1564,561)
article-agnew: Ο ΑΓΚΝΙΟΥ ΜΕΤΕΒΗ ΕΙΣ ΤΗΝ ΧΟΝΟΛΟΥΛΟΥ ΤΕΡΜΑΤΙΣΑΣ ΤΗΝ ΠΕΡΙΟΔΕΙΑΝ ΤΟΥ ΕΙΣ ΣΥΜΜΑΧΙΚΑΣ ΧΩΡΑΣ ΤΟΥ ΕΙΡΗΝΙΚΟΥ ΧΟΝΟΛΟΥΛΟΥ, 17. — Ὁ ἀντιπρόεδρος Ἄγκνιου ἀφίχθη εἰς Χονολουλοὺ τερματίσας τὴν περιοδείαν του εἰς τὰς συμμαχικὰς χώρας τοῦ Εἰρηνικοῦ. ΕΚΠΑΝΚΤΟΙ ΟΙ ΝΕΟΖΗΛΑΝΔΟΙ ΟΥΕΛΛΙΓΚΤΩΝ, 17. — Διαδηλώσεις ἐσημειώθησαν κατὰ τὴν διάρκειαν τῆς ἐπισκέψεως. Ὁ κ. Ἄγκνιου εἶπεν ὅτι αἱ συνομιλίαι ἦσαν ἐποικοδομητικαί. ΣΧΟΛΙΑ ΤΗΣ ΜΟΣΧΑΣ ΜΟΣΧΑ, 17. — Ἡ σοβιετικὴ «Πράβδα» ἐπικρίνει τὴν περιοδείαν. xyxy=(1217,283,1564,450)
headline: ΕΠΙΣΚΕΨΙΣ ΑΜΕΡΙΚΑΝΟΥ ΑΝΤΙΝΑΥΑΡΧΟΥ xyxy=(466,837,602,864)
dateline: ΑΘΗΝΑΙ, 17.— xyxy=(18,693,89,704)
headline: ΚΗΔΕΙΑΙ xyxy=(507,1242,561,1259)
headline: Η ΑΧΡΗΣΤΕΥΣΙΣ Η ΑΠΟΧΑΡΑΚΤΗΡΙΣΜΟΣ ΟΧΗΜΑΤΩΝ ΑΧ ΘΑ ΓΙΝΕΤΑΙ ΥΠΟ ΤΩΝ ΑΡΜΟΔΙΩΝ ΤΟΠΙΚΩΝ ΥΠΗΡΕΣΙΩΝ xyxy=(17,636,423,670)
box-heading: Ο ΑΘΛΗΣΤΑΙ xyxy=(882,486,950,498)
subhead: ΚΑΘΟΡΙΖΕΙ ΣΥΝΤΑΞΕΙΣ ΑΠΟ 839 ΜΕΧΡΙ 12.637 ΔΡΑΧΜ. xyxy=(26,399,414,417)
headline: Ο ΡΥΘΜΟΣ ΤΗΣ ΔΙΕΙΣΔΥΣΕΩΣ ΤΩΝ ΒΙΕΤ ΚΟΓΚ ΘΑ ΚΑΘΟΡΙΣΗ ΤΕΛΙΚΩΣ ΤΗΝ ΠΟΡΕΙΑΝ ΑΠΟΧΩΡΗΣΕΩΣ ΤΩΝ ΑΜΕΡΙΚΑΝΙΚΩΝ ΔΥΝΑΜΕΩΝ xyxy=(643,29,1189,109)
deceased-name: ΔΗΜΗΤΡΙΟΝ Δ. ΑΛΤΑΝ xyxy=(473,1359,596,1371)
section-heading: ΑΙ ΑΠΟΣΤΟΛΑΙ ΟΠΛΩΝ xyxy=(1043,762,1169,775)
section-heading: ΕΚΠΑΝΚΤΟΙ ΟΙ ΝΕΟΖΗΛΑΝΔΟΙ xyxy=(1217,399,1387,412)
headline: Η ΙΕΡΑ ΣΥΝΟΔΟΣ ΕΖΗΤΗΣΕΝ ΑΠΟ ΤΑΣ ΜΗΤΡΟΠΟΛΕΙΣ ΤΗΝ ΘΕΡΜΗΝ ΣΥΜΠΑΡΑΣΤΑΣΙΝ ΑΥΤΩΝ ΕΙΣ ΤΟΝ ΕΡΑΝΟΝ ΥΠΕΡ ΤΩΝ ΚΑΤΟΙΚΩΝ ΤΗΣ ΜΠΙΑΦΡΑ xyxy=(6,857,434,908)
deck: Ἀναμένεται ἐντάσις τῆς δράσεως κατὰ τῶν βιετναμικῶν πόλεων xyxy=(648,121,1184,177)
article-employment: ΔΕΝ ΑΠΑΙΤΕΙΤΑΙ Η ΧΟΡΗΓΗΣΙΣ ΚΑΡΤΕΛΛΑΣ ΥΠΟ ΤΟΥ ΓΡΑΦΕΙΟΥ ΕΥΡΕΣΕΩΣ ΕΡΓΑΣΙΑΣ ΠΡΟΚΕΙΜΕΝΟΥ ΠΕΡΙ ΟΜΑΔΙΚΩΝ ΠΡΟΣΛΗΨΕΩΝ ΑΘΗΝΑΙ, 17.— Διὰ νέας ἐγκυκλίου τοῦ ὑπουργείου Ἐργασίας καθορίζεται ὅτι δὲν ἀπαιτεῖται ἡ χορήγησις καρτέλλας ὑπὸ τοῦ γραφείου εὑρέσεως ἐργασίας προκειμένου περὶ ὁμαδικῶν προσλήψεων. Αἱ ἐπιχειρήσεις ὀφείλουν ὅμως νὰ γνωστοποιοῦν τὰς προσλήψεις ἐντὸς δεκαημέρου εἰς τὰς ἁρμοδίας ὑπηρεσίας. xyxy=(635,842,1197,925)
article-leave: ΑΙ ΚΑΝΟΝΙΚΑΙ ΑΔΕΙΑΙ ΤΩΝ ΥΠΑΛΛΗΛΩΝ ΚΟΙΝΩΝΙΚΩΝ ΥΠΗΡΕΣΙΩΝ ΑΘΗΝΑΙ, 17.— Ἀπὸ τοῦ ὑπουργείου Κοινωνικῶν Ὑπηρεσιῶν ἀνακοινοῦται ὅτι αἱ κανονικαὶ ἄδειαι τῶν ὑπαλλήλων θὰ χορηγοῦνται ἀναλόγως τῶν ὑπηρεσιακῶν ἀναγκῶν. xyxy=(446,720,622,825)
section-heading: ΣΧΟΛΙΑ ΤΗΣ ΜΟΣΧΑΣ xyxy=(1420,362,1539,375)
article-khartoum: ΔΙΑΣΚΕΨΙΣ ΚΟΡΥΦΗΣ ΑΦΡΙΚΑΝΙΚΩΝ ΧΩΡΩΝ ΕΙΣ ΤΟ ΧΑΡΤΟΥΜ ΧΑΡΤΟΥΜ, 17. (Ἀσσ. Πρές). — Δέκα τέσσαρες ἀφρικανικαὶ χῶραι ἀντιπροσωπεύονται εἰς τὴν διάσκεψιν κορυφῆς ἡ ὁποία θὰ ἀρχίσῃ τὴν Δευτέραν εἰς τὸ Χαρτοὺμ. Εἰς αὐτὴν θὰ συζητηθοῦν τὰ προβλήματα τῆς Μέσης Ἀνατολῆς καὶ τῆς Ἀφρικῆς. Οἱ ἡγέται τῶν χωρῶν ἀναμένεται νὰ φθάσουν σήμερον. xyxy=(446,34,622,189)
dateline: ΣΙΚΑΓΟΝ, 17. (Ρόυτερ). xyxy=(1229,701,1362,713)
headline: Ο ΑΡΧΗΓΟΣ ΤΟΥ 6ου ΑΜΕΡΙΚΑΝΙΚΟΥ ΣΤΟΛΟΥ ΑΝΕΚΗΡΥΧΘΗ ΕΠΙΤΙΜΟΣ ΔΗΜΟΤΗΣ ΤΗΣ ΡΟΔΟΥ xyxy=(13,1026,427,1060)
column-rule xyxy=(1209,0,1210,2324)
article-israel: ΤΟ ΙΣΡΑΗΛ ΕΧΕΙ ΕΞΑΣΦΑΛΙΣΕΙ ΚΥΡΙΑΡΧΙΑΝ ΕΙΣ ΤΟΥΣ ΑΙΘΕΡΑΣ Σειρὰ ἐπεισοδίων εἰς τὰ μέτωπα ΣΥΝΕΧΕΙΑ ΕΚ ΤΗΣ 1ΗΣ ΣΕΛ. ἐπιδρομὴν ὅπως καὶ τῶν αἰγυπτιακῶν ἀεροδρομίων. Ἡ ἰσραηλινὴ ἀεροπορία κατέχει σήμερον τὴν ἀπόλυτον κυριαρχίαν εἰς τοὺς αἰθέρας τῆς περιοχῆς. ΑΠΟΛΥΤΟΣ ΚΥΡΙΑΡΧΙΑ Οἱ στρατιωτικοὶ παρατηρηταὶ ἐκτιμοῦν ὅτι οὐδεμία ἀραβικὴ χώρα δύναται νὰ ἀμφισβητήσῃ σοβαρῶς τὴν ὑπεροχὴν τοῦ Ἰσραὴλ. Ἐπεισόδια ἐσημειώθησαν κατὰ μῆκος τῆς διώρυγος τοῦ Σουέζ καὶ εἰς τὴν κοιλάδα τοῦ Ἰορδάνου. Ἀνταλλαγὴ πυρῶν διήρκεσε ἐπὶ ὥρας. ΑΛΛΑ ΕΠΕΙΣΟΔΙΑ ΑΜΜΑΝ, 17. — Ἰορδανικαὶ δυνάμεις ἀντεπετέθησαν κατὰ ἰσραηλινῶν περιπόλων. ΕΝΕΡΓΕΙΑΙ ΤΗΝ ΜΑΧΗΝ ΒΗΡΥΤΟΣ, 17. — Οἱ Παλαιστίνιοι ἀνταρταὶ ἀνέλαβον τὴν εὐθύνην ἐπιθέσεων. ΔΙΠΛΩΜΑΤΙΚΗ ΔΡΑΣΤΗΡΙΟΤΗΣ ΚΑΙ ΡΟΝ, 17. — Ὁ ἐκπρόσωπος τοῦ Ἰσραὴλ εἰς τὸν ΟΗΕ ὑπέβαλε νέαν διαμαρτυρίαν. Ἡ Γαλλία ἐξακολουθεῖ τὸ ἐμπάργκο ὅπλων. ΑΙ ΑΠΟΣΤΟΛΑΙ ΟΠΛΩΝ ΚΑΓΓΡΟΗ, 17. — Ἡ Σοβιετικὴ Ἕνωσις συνεχίζει τὰς ἀποστολὰς ὅπλων πρὸς τὰς ἀραβικὰς χώρας, ἐνῷ αἱ ΗΠΑ ἐξετάζουν νέας πωλήσεις πρὸς τὸ Ἰσραήλ. xyxy=(635,590,1198,826)
headline: Ο ΑΓΚΝΙΟΥ ΜΕΤΕΒΗ ΕΙΣ ΤΗΝ ΧΟΝΟΛΟΥΛΟΥ ΤΕΡΜΑΤΙΣΑΣ ΤΗΝ ΠΕΡΙΟΔΕΙΑΝ ΤΟΥ ΕΙΣ ΣΥΜΜΑΧΙΚΑΣ ΧΩΡΑΣ ΤΟΥ ΕΙΡΗΝΙΚΟΥ xyxy=(1222,283,1559,331)
headline: ΕΙΔΙΚΟΝ Ν.Δ. ΔΙΑ ΤΑΣ ΗΘΙΚΑΣ ΚΑΙ ΥΛΙΚΑΣ ΑΜΟΙΒΑΣ ΑΝΑΓΝΩΡΙΣΘΕΝΤΩΝ ΑΓΩΝΙΣΤΩΝ ΕΘΝΙΚΗΣ ΑΝΤΙΣΤΑΣΕΩΣ xyxy=(20,340,420,397)
section-heading: ΔΗΛΩΣΕΙΣ ΤΟΥ ΣΑΙΓΚΩΝ xyxy=(1037,234,1175,247)
headline: ΚΑΤΑΙΚΗ ΣΥΝΗΓΟΡΟΥ ΤΩΝ «ΜΑΥΡΩΝ ΠΑΝΘΗΡΩΝ» ΔΙΟΤΙ ΗΡΝΗΘΗ ΝΑ ΚΑΤΑΘΕΣΗ ΟΣ ΜΑΡΤΥΣ xyxy=(1223,668,1558,698)
dateline: ΑΘΗΝΑΙ, 17.— xyxy=(458,504,532,516)
dateline: ΑΘΗΝΑΙ, 17.— xyxy=(647,877,716,889)
article-courtmartial: ΝΕΑΙ ΔΙΚΑΙ ΕΙΣ ΣΤΡΑΤΟΔΙΚΕΙΟΝ ΤΩΝ ΑΘΗΝΩΝ ΑΘΗΝΑΙ, 17.— Εἰς τὸ ἔκτακτον στρατοδικεῖον Ἀθηνῶν θὰ δικασθοῦν τὴν προσεχῆ ἑβδομάδα νέαι ὑποθέσεις. Μεταξὺ τῶν κατηγορουμένων περιλαμβάνονται οἱ Ν. Παππᾶς, Δ. Σταθᾶς, Α. Μαρκόπουλος καὶ Π. Ζαχαρίου. xyxy=(446,603,622,707)
box-heading: ΑΝΑΔΙΑΦΟΡΗΣΙΣ xyxy=(1059,537,1153,549)
section-heading: ΣΗΜΕΡΟΝ ΕΙΣ ΡΩΜΗΝ xyxy=(267,1297,391,1310)
article-larisa-fire: ΑΝΥΠΟΛΟΓΙΣΤΟΥΣ ΖΗΜΙΑΣ ΠΡΟΚΑΛΕΣΕ ΠΥΡΚΑΙΑ ΕΙΣ ΕΡΓΟΣΤΑΣΙΟΝ ΤΥΠΟΠΟΙΗΣΕΩΣ ΟΣΠΡΙΩΝ ΛΑΡΙΣΗΣ ΛΑΡΙΣΑ, 17.— Πυρκαϊὰ ἐξεδηλώθη εἰς ἐργοστάσιον τυποποιήσεως ὀσπρίων. Αἱ ζημίαι ἀνυπολόγιστοι. Ἡ πυροσβεστικὴ ὑπηρεσία ἐπενέβη ἀμέσως. xyxy=(1217,753,1564,822)
